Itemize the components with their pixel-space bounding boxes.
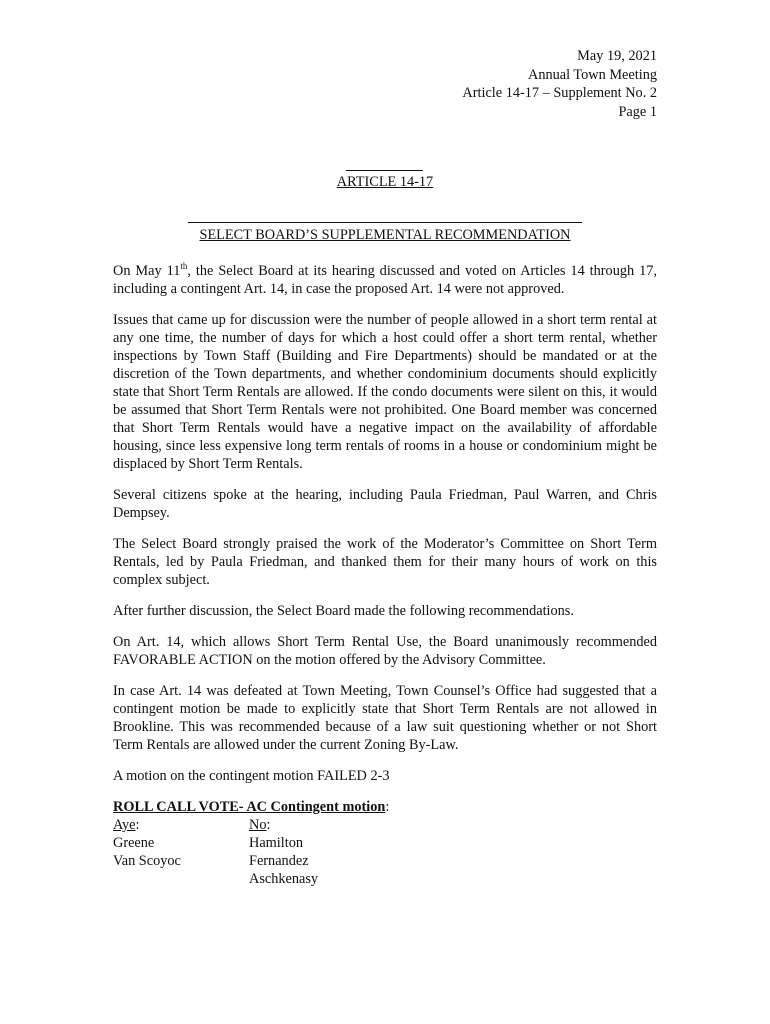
aye-voter: Van Scoyoc [113, 853, 181, 869]
header-meeting: Annual Town Meeting [528, 66, 657, 83]
paragraph-hearing-pre: On May 11 [113, 263, 181, 279]
paragraph-citizens: Several citizens spoke at the hearing, including Paula Friedman, Paul Warren, and Chris Dempsey. [113, 487, 657, 521]
aye-label-colon: : [135, 817, 140, 833]
paragraph-further-discussion: After further discussion, the Select Board made the following recommendations. [113, 603, 574, 619]
aye-column [113, 816, 249, 888]
paragraph-art14-recommendation: On Art. 14, which allows Short Term Rental Use, the Board unanimously recommended FAVORABLE ACTION on the motion offered by the Advisory Committee. [113, 634, 657, 668]
paragraph-contingent-motion: In case Art. 14 was defeated at Town Meeting, Town Counsel’s Office had suggested that a contingent motion be made to explicitly state that Short Term Rentals are not allowed in Brookline. This was recommended because of a law suit questioning whether or not Short Term Rentals are allowed under the current Zoning By-Law. [113, 683, 657, 753]
paragraph-motion-result: A motion on the contingent motion FAILED 2-3 [113, 768, 390, 784]
ordinal-suffix: th [180, 261, 188, 272]
roll-call-section [113, 798, 657, 888]
no-voter: Aschkenasy [249, 871, 319, 887]
header-date: May 19, 2021 [577, 48, 657, 64]
divider-long [188, 222, 582, 223]
paragraph-praise: The Select Board strongly praised the work of the Moderator’s Committee on Short Term Rentals, led by Paula Friedman, and thanked them for their many hours of work on this complex subject. [113, 536, 657, 588]
aye-voter: Greene [113, 835, 155, 851]
roll-call-title-colon: : [385, 799, 390, 815]
paragraph-hearing [113, 262, 657, 298]
section-title: SELECT BOARD’S SUPPLEMENTAL RECOMMENDATION [199, 227, 571, 243]
no-label-colon: : [266, 817, 271, 833]
paragraph-hearing-post: , the Select Board at its hearing discussed and voted on Articles 14 through 17, including a contingent Art. 14, in case the proposed Art. 14 were not approved. [113, 263, 657, 297]
no-voter: Hamilton [249, 835, 304, 851]
roll-call-heading [113, 798, 657, 816]
aye-label: Aye [113, 817, 136, 833]
no-header [249, 816, 449, 834]
roll-call-votes [113, 816, 657, 888]
no-column [249, 816, 449, 888]
document-body [113, 262, 657, 888]
paragraph-issues: Issues that came up for discussion were the number of people allowed in a short term rental at any one time, the number of days for which a host could offer a short term rental, whether inspections by Town Staff (Building and Fire Departments) should be mandated or at the discretion of the Town departments, and whether condominium documents should explicitly state that Short Term Rentals are allowed. If the condo documents were silent on this, it would be assumed that Short Term Rentals were not prohibited. One Board member was concerned that Short Term Rentals would have a negative impact on the availability of affordable housing, since less expensive long term rentals of rooms in a house or condominium might be displaced by Short Term Rentals. [113, 312, 657, 472]
header-article-ref: Article 14-17 – Supplement No. 2 [462, 85, 657, 101]
document-header [462, 47, 657, 121]
article-title: ARTICLE 14-17 [336, 174, 434, 190]
aye-header [113, 816, 249, 834]
no-label: No [249, 817, 267, 833]
header-page-number: Page 1 [618, 103, 657, 120]
divider-short [346, 170, 423, 171]
no-voter: Fernandez [249, 853, 309, 869]
roll-call-title: ROLL CALL VOTE- AC Contingent motion [113, 799, 386, 815]
